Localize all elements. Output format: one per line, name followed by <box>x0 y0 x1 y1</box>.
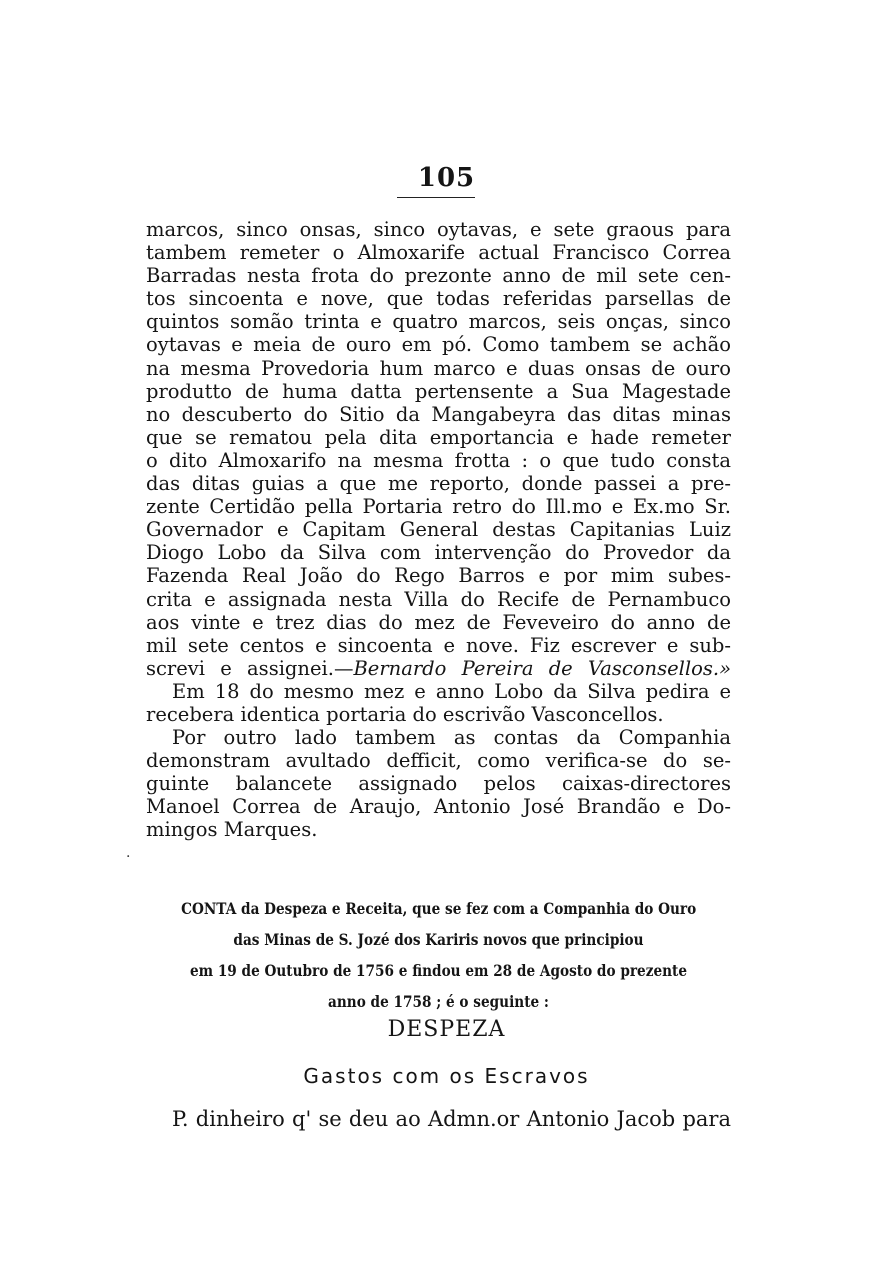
text-line: Diogo Lobo da Silva com intervenção do Provedor da <box>146 541 731 565</box>
text-line: das ditas guias a que me reporto, donde passei a pre- <box>146 472 731 496</box>
text-line: mil sete centos e sincoenta e nove. Fiz escrever e sub- <box>146 633 731 657</box>
section-heading-despeza: DESPEZA <box>387 1017 506 1042</box>
text-line: o dito Almoxarifo na mesma frotta : o que tudo consta <box>146 448 731 472</box>
paragraph-certidao <box>146 218 731 842</box>
signature-name: Bernardo Pereira de Vasconsellos.» <box>353 656 732 680</box>
text-line: recebera identica portaria do escrivão Vasconcellos. <box>146 702 664 726</box>
text-line: Fazenda Real João do Rego Barros e por mim subes- <box>146 564 731 588</box>
conta-heading-line: anno de 1758 ; é o seguinte : <box>328 992 549 1011</box>
page-number-rule <box>397 197 475 198</box>
text-line: Manoel Correa de Araujo, Antonio José Brandão e Do- <box>146 795 731 819</box>
signature-line-start: screvi e assignei.— <box>146 656 354 680</box>
text-line: que se rematou pela dita emportancia e hade remeter <box>146 425 731 449</box>
text-line: mingos Marques. <box>146 818 318 842</box>
final-line: P. dinheiro q' se deu ao Admn.or Antonio Jacob para <box>172 1107 731 1131</box>
text-line: crita e assignada nesta Villa do Recife de Pernambuco <box>146 587 731 611</box>
text-line: marcos, sinco onsas, sinco oytavas, e sete graous para <box>146 218 731 241</box>
text-line: no descuberto do Sitio da Mangabeyra das ditas minas <box>146 402 731 426</box>
page-number: 105 <box>417 163 476 193</box>
text-line: quintos somão trinta e quatro marcos, seis onças, sinco <box>146 310 731 334</box>
text-line: aos vinte e trez dias do mez de Feveveiro do anno de <box>146 610 731 634</box>
text-line: tos sincoenta e nove, que todas referidas parsellas de <box>146 287 731 311</box>
conta-heading-line: das Minas de S. Jozé dos Kariris novos que principiou <box>233 930 644 949</box>
text-line: Barradas nesta frota do prezonte anno de mil sete cen- <box>146 264 731 288</box>
conta-heading <box>181 893 696 1017</box>
text-line: oytavas e meia de ouro em pó. Como tambem se achão <box>146 333 731 357</box>
text-line: na mesma Provedoria hum marco e duas onsas de ouro <box>146 356 731 380</box>
subheading-gastos: Gastos com os Escravos <box>303 1064 590 1088</box>
text-line: Em 18 do mesmo mez e anno Lobo da Silva pedira e <box>172 679 731 703</box>
conta-heading-line: CONTA da Despeza e Receita, que se fez com a Companhia do Ouro <box>181 899 697 918</box>
text-line: Por outro lado tambem as contas da Companhia <box>172 726 731 750</box>
text-line: Governador e Capitam General destas Capitanias Luiz <box>146 518 731 542</box>
text-line: tambem remeter o Almoxarife actual Francisco Correa <box>146 241 731 265</box>
conta-heading-line: em 19 de Outubro de 1756 e findou em 28 de Agosto do prezente <box>189 961 688 980</box>
text-line: zente Certidão pella Portaria retro do Ill.mo e Ex.mo Sr. <box>146 495 731 519</box>
margin-mark: · <box>126 849 131 865</box>
text-line: produtto de huma datta pertensente a Sua Magestade <box>146 379 731 403</box>
text-line: demonstram avultado defficit, como verifica-se do se- <box>146 749 731 773</box>
text-line: guinte balancete assignado pelos caixas-directores <box>146 772 731 796</box>
signature-line <box>146 657 731 680</box>
